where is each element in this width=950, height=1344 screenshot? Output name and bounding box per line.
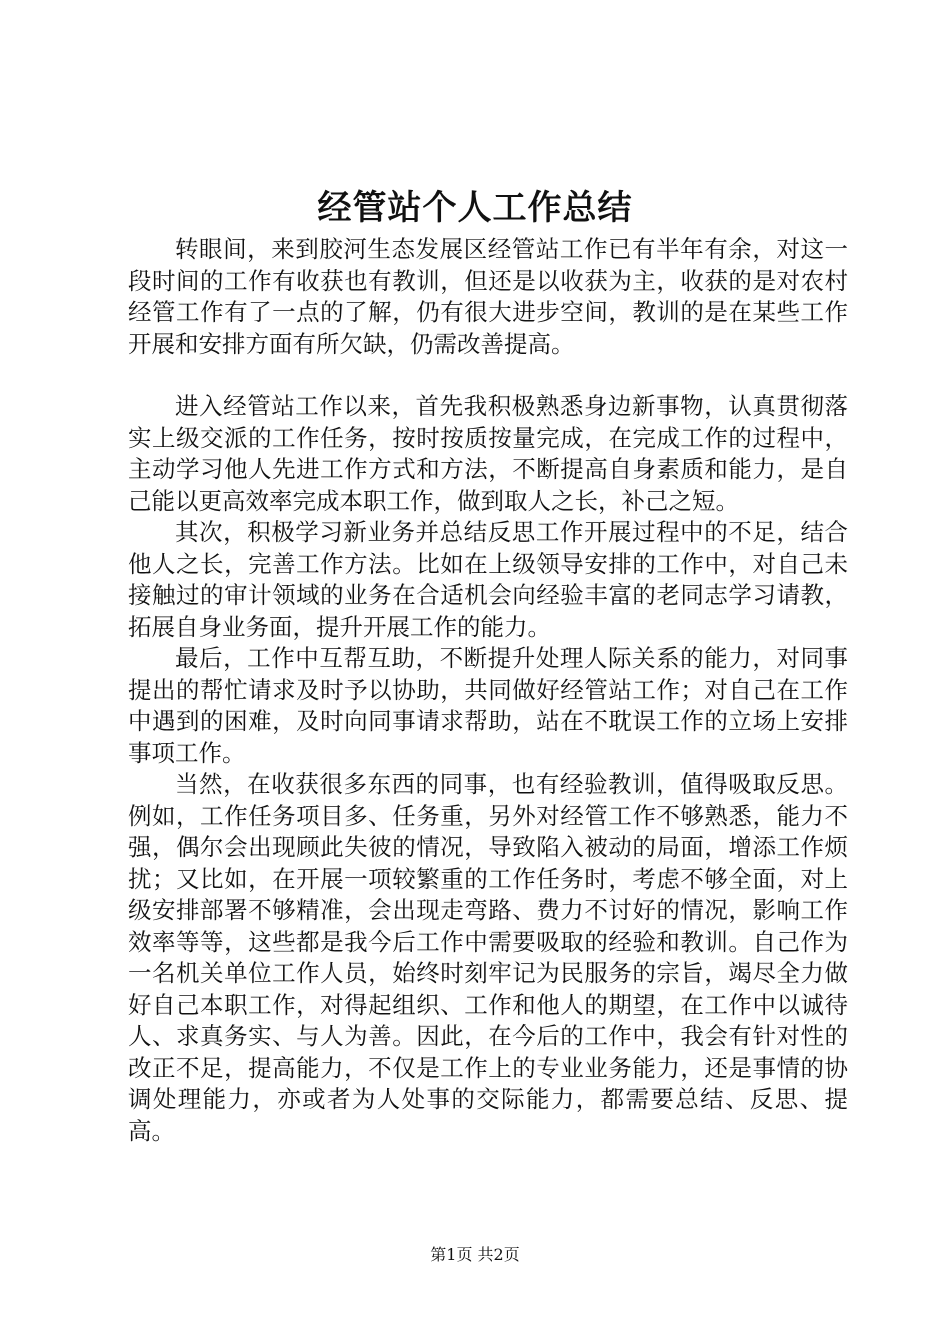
paragraph-third-point: 最后，工作中互帮互助，不断提升处理人际关系的能力，对同事提出的帮忙请求及时予以协助，共同做好经管站工作；对自己在工作中遇到的困难，及时向同事请求帮助，站在不耽误工作的立场上安排事项工作。 [128,644,848,767]
paragraph-first-point: 进入经管站工作以来，首先我积极熟悉身边新事物，认真贯彻落实上级交派的工作任务，按时按质按量完成，在完成工作的过程中，主动学习他人先进工作方式和方法，不断提高自身素质和能力，是自己能以更高效率完成本职工作，做到取人之长，补己之短。 [128,392,848,515]
document-title: 经管站个人工作总结 [317,188,633,228]
page-number-footer: 第1页 共2页 [430,1245,520,1264]
paragraph-second-point: 其次，积极学习新业务并总结反思工作开展过程中的不足，结合他人之长，完善工作方法。比如在上级领导安排的工作中，对自己未接触过的审计领域的业务在合适机会向经验丰富的老同志学习请教，拓展自身业务面，提升开展工作的能力。 [128,518,848,641]
paragraph-intro: 转眼间，来到胶河生态发展区经管站工作已有半年有余，对这一段时间的工作有收获也有教训，但还是以收获为主，收获的是对农村经管工作有了一点的了解，仍有很大进步空间，教训的是在某些工作开展和安排方面有所欠缺，仍需改善提高。 [128,235,848,358]
document-body [128,234,848,1147]
paragraph-lessons: 当然，在收获很多东西的同事，也有经验教训，值得吸取反思。例如，工作任务项目多、任务重，另外对经管工作不够熟悉，能力不强，偶尔会出现顾此失彼的情况，导致陷入被动的局面，增添工作烦扰；又比如，在开展一项较繁重的工作任务时，考虑不够全面，对上级安排部署不够精准，会出现走弯路、费力不讨好的情况，影响工作效率等等，这些都是我今后工作中需要吸取的经验和教训。自己作为一名机关单位工作人员，始终时刻牢记为民服务的宗旨，竭尽全力做好自己本职工作，对得起组织、工作和他人的期望，在工作中以诚待人、求真务实、与人为善。因此，在今后的工作中，我会有针对性的改正不足，提高能力，不仅是工作上的专业业务能力，还是事情的协调处理能力，亦或者为人处事的交际能力，都需要总结、反思、提高。 [128,770,848,1145]
